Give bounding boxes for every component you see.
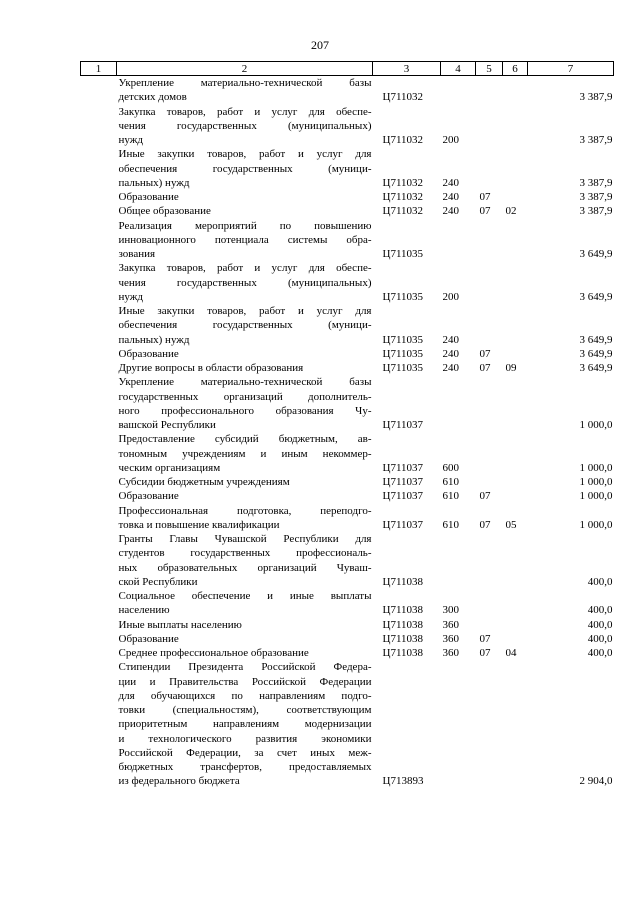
section-cell <box>476 589 503 618</box>
table-header-row <box>81 62 614 76</box>
row-name-line: Реализация мероприятий по повышению <box>118 219 372 232</box>
row-name-line: нужд <box>118 290 143 303</box>
expense-type-cell: 240 <box>442 191 459 203</box>
table-row <box>81 589 614 618</box>
row-number-cell <box>81 589 117 618</box>
subsection-cell <box>503 475 528 489</box>
section-cell <box>476 76 503 105</box>
row-number-cell <box>81 432 117 475</box>
target-article-cell: Ц711038 <box>382 632 424 645</box>
amount-cell: 1 000,0 <box>579 518 613 531</box>
row-name-line: и технологического развития экономики <box>118 732 372 745</box>
section-cell: 07 <box>479 647 491 659</box>
subsection-cell <box>503 589 528 618</box>
section-cell <box>476 261 503 304</box>
row-name-line: Иные закупки товаров, работ и услуг для <box>118 148 372 161</box>
row-name-line: инновационного потенциала системы обра- <box>118 233 372 246</box>
row-number-cell <box>81 632 117 646</box>
amount-cell: 1 000,0 <box>579 476 613 488</box>
section-cell <box>476 375 503 432</box>
section-cell <box>476 147 503 190</box>
row-name-cell <box>117 304 373 347</box>
row-name-cell <box>117 660 373 788</box>
header-col-5: 5 <box>476 62 503 76</box>
row-name-cell <box>117 190 373 204</box>
row-number-cell <box>81 646 117 660</box>
row-name-line: детских домов <box>118 91 187 104</box>
row-name-line: Образование <box>118 347 179 360</box>
table-row <box>81 347 614 361</box>
row-number-cell <box>81 660 117 788</box>
row-name-line: обеспечения государственных (муници- <box>118 319 372 332</box>
row-number-cell <box>81 475 117 489</box>
expense-type-cell: 300 <box>442 604 459 617</box>
amount-cell: 400,0 <box>587 604 613 617</box>
row-number-cell <box>81 375 117 432</box>
table-row <box>81 375 614 432</box>
table-row <box>81 147 614 190</box>
target-article-cell: Ц711035 <box>382 333 424 346</box>
amount-cell: 400,0 <box>587 647 613 659</box>
expense-type-cell: 240 <box>442 347 459 360</box>
row-name-line: ных образовательных организаций Чуваш- <box>118 561 372 574</box>
target-article-cell: Ц711032 <box>382 134 424 146</box>
row-name-line: Социальное обеспечение и иные выплаты <box>118 590 372 602</box>
row-number-cell <box>81 504 117 533</box>
row-name-cell <box>117 204 373 218</box>
row-name-cell <box>117 432 373 475</box>
table-row <box>81 660 614 788</box>
target-article-cell: Ц711032 <box>382 205 424 218</box>
target-article-cell: Ц711035 <box>382 362 424 374</box>
section-cell <box>476 618 503 632</box>
amount-cell: 400,0 <box>587 632 613 645</box>
section-cell: 07 <box>479 191 491 203</box>
table-row <box>81 204 614 218</box>
row-name-line: населению <box>118 604 170 617</box>
table-row <box>81 432 614 475</box>
section-cell: 07 <box>479 347 491 360</box>
amount-cell: 3 387,9 <box>579 134 613 146</box>
table-row <box>81 489 614 503</box>
target-article-cell: Ц711032 <box>382 176 424 189</box>
row-name-cell <box>117 489 373 503</box>
row-name-line: Профессиональная подготовка, переподго- <box>118 504 372 517</box>
expense-type-cell: 240 <box>442 205 459 218</box>
subsection-cell: 09 <box>505 362 517 374</box>
subsection-cell <box>503 347 528 361</box>
amount-cell: 3 387,9 <box>579 91 613 104</box>
target-article-cell: Ц711032 <box>382 91 424 104</box>
expense-type-cell: 360 <box>442 647 459 659</box>
row-name-cell <box>117 147 373 190</box>
subsection-cell: 02 <box>505 205 517 218</box>
row-name-cell <box>117 475 373 489</box>
target-article-cell: Ц711038 <box>382 618 424 631</box>
row-name-cell <box>117 504 373 533</box>
section-cell: 07 <box>479 518 491 531</box>
amount-cell: 3 387,9 <box>579 176 613 189</box>
table-row <box>81 618 614 632</box>
table-row <box>81 76 614 105</box>
table-row <box>81 475 614 489</box>
budget-table <box>80 61 614 789</box>
target-article-cell: Ц711037 <box>382 476 424 488</box>
row-name-line: государственных организаций дополнитель- <box>118 390 372 403</box>
amount-cell: 400,0 <box>587 575 613 588</box>
amount-cell: 3 649,9 <box>579 290 613 303</box>
section-cell <box>476 475 503 489</box>
expense-type-cell <box>441 375 476 432</box>
row-name-line: Среднее профессиональное образование <box>118 647 309 659</box>
amount-cell: 3 649,9 <box>579 333 613 346</box>
subsection-cell <box>503 261 528 304</box>
header-col-7: 7 <box>528 62 614 76</box>
section-cell <box>476 105 503 148</box>
subsection-cell <box>503 105 528 148</box>
row-name-cell <box>117 219 373 262</box>
target-article-cell: Ц711035 <box>382 248 424 260</box>
row-name-line: Гранты Главы Чувашской Республики для <box>118 533 372 545</box>
header-col-3: 3 <box>373 62 441 76</box>
target-article-cell: Ц711038 <box>382 647 424 659</box>
amount-cell: 3 649,9 <box>579 347 613 360</box>
row-name-line: зования <box>118 248 156 260</box>
expense-type-cell: 200 <box>442 134 459 146</box>
table-row <box>81 361 614 375</box>
row-name-line: нужд <box>118 134 143 146</box>
row-number-cell <box>81 347 117 361</box>
row-number-cell <box>81 532 117 589</box>
row-name-line: ного профессионального образования Чу- <box>118 404 372 417</box>
target-article-cell: Ц711038 <box>382 604 424 617</box>
table-row <box>81 190 614 204</box>
target-article-cell: Ц711037 <box>382 490 424 503</box>
row-name-line: Образование <box>118 490 179 503</box>
row-name-cell <box>117 632 373 646</box>
row-number-cell <box>81 219 117 262</box>
amount-cell: 3 387,9 <box>579 205 613 218</box>
row-name-line: Стипендии Президента Российской Федера- <box>118 661 372 674</box>
row-name-line: Укрепление материально-технической базы <box>118 77 372 89</box>
amount-cell: 3 387,9 <box>579 191 613 203</box>
table-row <box>81 646 614 660</box>
row-name-line: ческим организациям <box>118 461 221 474</box>
subsection-cell <box>503 219 528 262</box>
header-col-6: 6 <box>503 62 528 76</box>
subsection-cell: 04 <box>505 647 517 659</box>
row-number-cell <box>81 304 117 347</box>
subsection-cell <box>503 190 528 204</box>
row-name-line: чения государственных (муниципальных) <box>118 119 372 132</box>
row-name-line: студентов государственных профессиональ- <box>118 547 372 560</box>
expense-type-cell: 240 <box>442 176 459 189</box>
row-name-cell <box>117 618 373 632</box>
target-article-cell: Ц711037 <box>382 461 424 474</box>
row-name-line: чения государственных (муниципальных) <box>118 276 372 289</box>
row-name-line: из федерального бюджета <box>118 775 240 788</box>
section-cell <box>476 532 503 589</box>
row-number-cell <box>81 618 117 632</box>
subsection-cell <box>503 432 528 475</box>
table-body <box>81 76 614 789</box>
page-number: 207 <box>311 38 329 52</box>
subsection-cell <box>503 618 528 632</box>
expense-type-cell: 200 <box>442 290 459 303</box>
expense-type-cell: 360 <box>442 618 459 631</box>
amount-cell: 1 000,0 <box>579 461 613 474</box>
header-col-4: 4 <box>441 62 476 76</box>
row-name-line: Иные выплаты населению <box>118 618 242 631</box>
expense-type-cell <box>441 660 476 788</box>
expense-type-cell: 600 <box>442 461 459 474</box>
row-number-cell <box>81 261 117 304</box>
row-name-cell <box>117 261 373 304</box>
row-name-line: ской Республики <box>118 575 198 588</box>
header-col-2: 2 <box>117 62 373 76</box>
row-name-line: Предоставление субсидий бюджетным, ав- <box>118 433 372 446</box>
subsection-cell <box>503 304 528 347</box>
row-name-line: бюджетных трансфертов, предоставляемых <box>118 761 372 773</box>
row-number-cell <box>81 190 117 204</box>
expense-type-cell: 610 <box>442 490 459 503</box>
row-name-cell <box>117 646 373 660</box>
subsection-cell <box>503 632 528 646</box>
row-name-line: Образование <box>118 632 179 645</box>
target-article-cell: Ц711032 <box>382 191 424 203</box>
table-row <box>81 105 614 148</box>
amount-cell: 1 000,0 <box>579 419 613 431</box>
table-row <box>81 632 614 646</box>
row-number-cell <box>81 489 117 503</box>
row-name-line: Закупка товаров, работ и услуг для обеспе- <box>118 262 372 275</box>
expense-type-cell: 610 <box>442 476 459 488</box>
table-row <box>81 219 614 262</box>
table-row <box>81 304 614 347</box>
target-article-cell: Ц711037 <box>382 419 424 431</box>
subsection-cell <box>503 489 528 503</box>
target-article-cell: Ц711035 <box>382 290 424 303</box>
target-article-cell: Ц711037 <box>382 518 424 531</box>
row-name-line: Субсидии бюджетным учреждениям <box>118 476 290 488</box>
expense-type-cell: 240 <box>442 362 459 374</box>
row-name-line: Закупка товаров, работ и услуг для обеспе- <box>118 105 372 118</box>
expense-type-cell: 360 <box>442 632 459 645</box>
section-cell <box>476 304 503 347</box>
subsection-cell <box>503 147 528 190</box>
subsection-cell <box>503 76 528 105</box>
subsection-cell: 05 <box>505 518 517 531</box>
row-name-cell <box>117 347 373 361</box>
row-name-line: Российской Федерации, за счет иных меж- <box>118 746 372 759</box>
amount-cell: 400,0 <box>587 618 613 631</box>
row-name-line: приоритетным направлениям модернизации <box>118 718 372 731</box>
section-cell <box>476 432 503 475</box>
row-name-cell <box>117 361 373 375</box>
section-cell: 07 <box>479 632 491 645</box>
row-name-line: товка и повышение квалификации <box>118 518 280 531</box>
row-name-line: Укрепление материально-технической базы <box>118 376 372 389</box>
section-cell: 07 <box>479 362 491 374</box>
section-cell: 07 <box>479 490 491 503</box>
row-name-cell <box>117 375 373 432</box>
table-row <box>81 532 614 589</box>
target-article-cell: Ц711035 <box>382 347 424 360</box>
row-name-line: для обучающихся по направлениям подго- <box>118 689 372 702</box>
table-row <box>81 504 614 533</box>
target-article-cell: Ц711038 <box>382 575 424 588</box>
amount-cell: 3 649,9 <box>579 248 613 260</box>
row-number-cell <box>81 76 117 105</box>
row-name-line: тономным учреждениям и иным некоммер- <box>118 447 372 460</box>
row-name-line: Другие вопросы в области образования <box>118 362 304 374</box>
row-number-cell <box>81 361 117 375</box>
section-cell <box>476 660 503 788</box>
expense-type-cell <box>441 532 476 589</box>
row-name-cell <box>117 532 373 589</box>
table-row <box>81 261 614 304</box>
expense-type-cell: 240 <box>442 333 459 346</box>
section-cell: 07 <box>479 205 491 218</box>
amount-cell: 1 000,0 <box>579 490 613 503</box>
header-col-1: 1 <box>81 62 117 76</box>
row-name-cell <box>117 589 373 618</box>
row-name-cell <box>117 76 373 105</box>
row-name-line: пальных) нужд <box>118 176 190 189</box>
section-cell <box>476 219 503 262</box>
row-number-cell <box>81 105 117 148</box>
row-number-cell <box>81 147 117 190</box>
expense-type-cell <box>441 219 476 262</box>
subsection-cell <box>503 375 528 432</box>
row-name-line: Образование <box>118 191 179 203</box>
row-name-line: товки (специальностям), соответствующим <box>118 704 372 716</box>
subsection-cell <box>503 532 528 589</box>
amount-cell: 2 904,0 <box>579 775 613 788</box>
row-name-cell <box>117 105 373 148</box>
amount-cell: 3 649,9 <box>579 362 613 374</box>
subsection-cell <box>503 660 528 788</box>
row-name-line: Иные закупки товаров, работ и услуг для <box>118 305 372 317</box>
row-name-line: ции и Правительства Российской Федерации <box>118 675 372 688</box>
row-number-cell <box>81 204 117 218</box>
row-name-line: Общее образование <box>118 205 211 218</box>
row-name-line: обеспечения государственных (муници- <box>118 162 372 175</box>
expense-type-cell: 610 <box>442 518 459 531</box>
target-article-cell: Ц713893 <box>382 775 424 788</box>
row-name-line: вашской Республики <box>118 419 216 431</box>
row-name-line: пальных) нужд <box>118 333 190 346</box>
expense-type-cell <box>441 76 476 105</box>
